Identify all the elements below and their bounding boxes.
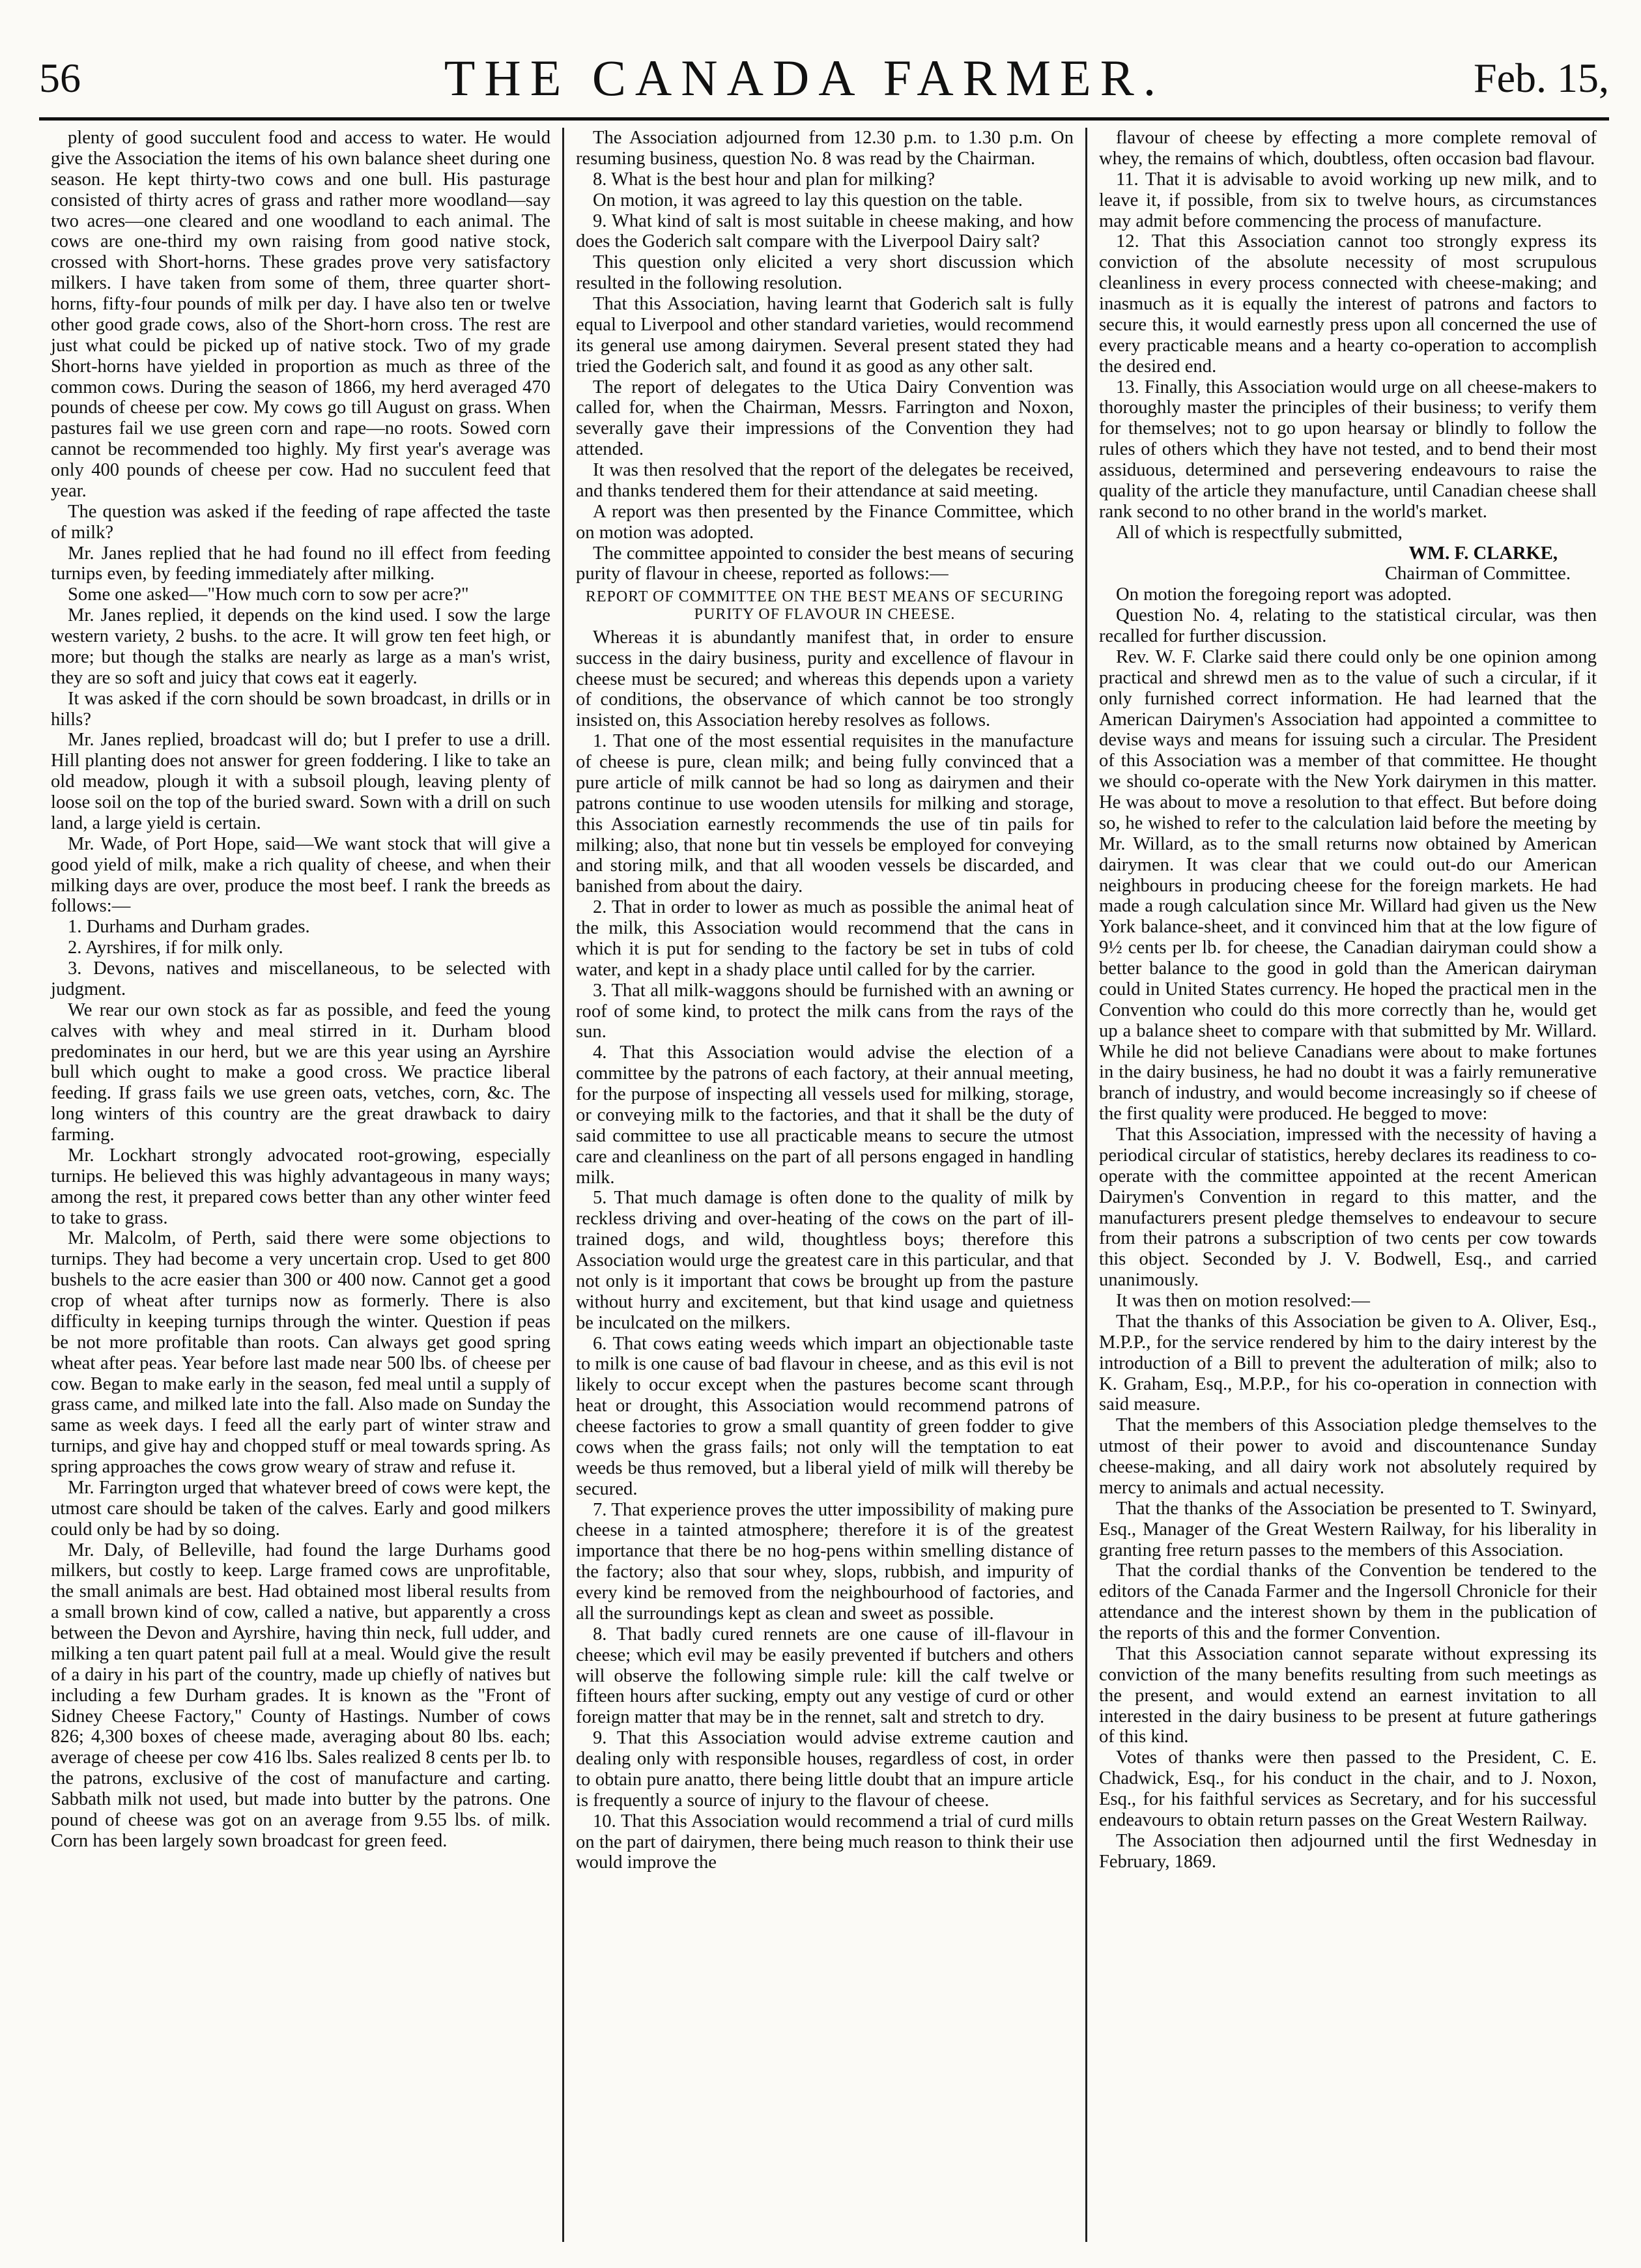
article-paragraph: 1. That one of the most essential requisites in the manufacture of cheese is pure, clean milk; and being fully convinced that a pure article of milk cannot be had so long as dairymen and their patrons continue to use wooden utensils for milking and storage, this Association earnestly recommends the use of tin pails for milking; also, that none but tin vessels be employed for conveying and storing milk, and that all wooden vessels be discarded, and banished from about the dairy. [576,731,1074,897]
article-paragraph: 12. That this Association cannot too strongly express its conviction of the absolute necessity of most scrupulous cleanliness in every process connected with cheese-making; and inasmuch as it is equally the interest of patrons and factors to secure this, it would earnestly press upon all concerned the use of every practicable means and a hearty co-operation to accomplish the desired end. [1099,231,1597,377]
article-paragraph: It was then resolved that the report of the delegates be received, and thanks tendered them for their attendance at said meeting. [576,460,1074,501]
article-paragraph: On motion, it was agreed to lay this question on the table. [593,190,1023,210]
article-paragraph: Whereas it is abundantly manifest that, in order to ensure success in the dairy business, purity and excellence of flavour in cheese must be secured; and whereas this depends upon a variety of conditions, the observance of which cannot be too strongly insisted on, this Association hereby resolves as follows. [576,627,1074,731]
article-paragraph: A report was then presented by the Finance Committee, which on motion was adopted. [576,501,1074,543]
article-paragraph: plenty of good succulent food and access to water. He would give the Association the items of his own balance sheet during one season. He kept thirty-two cows and one bull. His pasturage consisted of thirty acres of grass and rather more woodland—say two acres—one cleared and one woodland to each animal. The cows are one-third my own raising from good native stock, crossed with Short-horns. These grades prove very satisfactory milkers. I have taken from some of them, three quarter short-horns, fifty-four pounds of milk per day. I have also ten or twelve other good grade cows, also of the Short-horn cross. The rest are just what could be picked up of native stock. Two of my grade Short-horns have yielded in proportion as much as three of the common cows. During the season of 1866, my herd averaged 470 pounds of cheese per cow. My cows go till August on grass. When pastures fail we use green corn and rape—no roots. Sowed corn cannot be recommended too highly. My first year's average was only 400 pounds of cheese per cow. Had no succulent feed that year. [51,128,550,501]
article-paragraph: 9. What kind of salt is most suitable in cheese making, and how does the Goderich salt compare with the Liverpool Dairy salt? [576,210,1074,252]
article-paragraph: That this Association, impressed with the necessity of having a periodical circular of statistics, hereby declares its readiness to co-operate with the committee appointed at the recent American Dairymen's Convention in regard to this matter, and the manufacturers present pledge themselves to endeavour to secure from their patrons a subscription of two cents per cow towards this object. Seconded by J. V. Bodwell, Esq., and carried unanimously. [1099,1125,1597,1291]
article-paragraph: flavour of cheese by effecting a more complete removal of whey, the remains of which, doubtless, often occasion bad flavour. [1099,128,1597,169]
article-paragraph: That the thanks of this Association be given to A. Oliver, Esq., M.P.P., for the service rendered by him to the dairy interest by the introduction of a Bill to prevent the adulteration of milk; also to K. Graham, Esq., M.P.P., for his co-operation in connection with said measure. [1099,1311,1597,1415]
column-2 [562,128,1085,2242]
article-paragraph: 4. That this Association would advise the election of a committee by the patrons of each factory, at their annual meeting, for the purpose of inspecting all vessels used for milking, storage, or conveying milk to the factories, and that it shall be the duty of said committee to use all practicable means to secure the utmost care and cleanliness on the part of all persons engaged in handling milk. [576,1042,1074,1188]
article-paragraph: Question No. 4, relating to the statistical circular, was then recalled for further discussion. [1099,605,1597,646]
article-paragraph: 2. That in order to lower as much as possible the animal heat of the milk, this Association would recommend that the cans in which it is put for sending to the factory be set in tubs of cold water, and kept in a shady place until called for by the carrier. [576,897,1074,980]
article-paragraph: That the members of this Association pledge themselves to the utmost of their power to avoid and discountenance Sunday cheese-making, and all dairy work not absolutely required by mercy to animals and actual necessity. [1099,1415,1597,1498]
article-paragraph: 8. What is the best hour and plan for milking? [593,169,935,190]
article-paragraph: 3. That all milk-waggons should be furnished with an awning or roof of some kind, to protect the milk cans from the rays of the sun. [576,980,1074,1042]
page-header [39,39,1609,121]
article-paragraph: That this Association, having learnt that Goderich salt is fully equal to Liverpool and other standard varieties, would recommend its general use among dairymen. Several present stated they had tried the Goderich salt, and found it as good as any other salt. [576,294,1074,377]
article-paragraph: 11. That it is advisable to avoid working up new milk, and to leave it, if possible, from six to twelve hours, as circumstances may admit before commencing the process of manufacture. [1099,169,1597,231]
article-paragraph: The Association adjourned from 12.30 p.m. to 1.30 p.m. On resuming business, question No. 8 was read by the Chairman. [576,128,1074,169]
article-paragraph: That the thanks of the Association be presented to T. Swinyard, Esq., Manager of the Great Western Railway, for his liberality in granting free return passes to the members of this Association. [1099,1498,1597,1560]
signature-title: Chairman of Committee. [1384,564,1571,584]
article-paragraph: All of which is respectfully submitted, [1116,522,1403,543]
article-paragraph: 6. That cows eating weeds which impart an objectionable taste to milk is one cause of bad flavour in cheese, and as this evil is not likely to occur except when the pastures become scant through heat or drought, this Association would recommend patrons of cheese factories to grow a small quantity of green fodder to give cows when the grass fails; not only will the temptation to eat weeds be thus removed, but a liberal yield of milk will thereby be secured. [576,1333,1074,1499]
article-paragraph: It was then on motion resolved:— [1116,1291,1370,1311]
column-1 [39,128,562,2242]
article-paragraph: The report of delegates to the Utica Dairy Convention was called for, when the Chairman, Messrs. Farrington and Noxon, severally gave their impressions of the Convention they had attended. [576,377,1074,460]
article-paragraph: Mr. Daly, of Belleville, had found the large Durhams good milkers, but costly to keep. Large framed cows are unprofitable, the small animals are best. Had obtained most liberal results from a small brown kind of cow, called a native, but apparently a cross between the Devon and Ayrshire, having thin neck, full udder, and milking a ten quart patent pail full at a meal. Would give the result of a dairy in his part of the country, made up chiefly of natives but including a few Durham grades. It is known as the "Front of Sidney Cheese Factory," County of Hastings. Number of cows 826; 4,300 boxes of cheese made, averaging about 80 lbs. each; average of cheese per cow 416 lbs. Sales realized 8 cents per lb. to the patrons, exclusive of the cost of manufacture and carting. Sabbath milk not used, but made into butter by the patrons. One pound of cheese was got on an average from 9.55 lbs. of milk. Corn has been largely sown broadcast for green feed. [51,1540,550,1851]
article-paragraph: Mr. Janes replied, broadcast will do; but I prefer to use a drill. Hill planting does not answer for green foddering. I like to take an old meadow, plough it with a subsoil plough, leaving plenty of loose soil on the top of the buried sward. Sown with a drill on such land, a large yield is certain. [51,730,550,833]
report-heading: REPORT OF COMMITTEE ON THE BEST MEANS OF SECURING PURITY OF FLAVOUR IN CHEESE. [585,588,1064,623]
signature-name: WM. F. CLARKE, [1408,543,1558,564]
article-paragraph: It was asked if the corn should be sown broadcast, in drills or in hills? [51,688,550,730]
article-paragraph: Mr. Malcolm, of Perth, said there were some objections to turnips. They had become a very uncertain crop. Used to get 800 bushels to the acre easier than 300 or 400 now. Cannot get a good crop of wheat after turnips now as formerly. There is also difficulty in keeping turnips through the winter. Question if peas be not more profitable than roots. Can always get good spring wheat after peas. Year before last made near 500 lbs. of cheese per cow. Began to make early in the season, fed meal until a supply of grass came, and milked late into the fall. Also made on Sunday the same as week days. I feed all the early part of winter straw and turnips, and give hay and chopped stuff or meal towards spring. As spring approaches the cows grow weary of straw and refuse it. [51,1228,550,1477]
article-paragraph: On motion the foregoing report was adopted. [1116,584,1452,605]
article-paragraph: Votes of thanks were then passed to the President, C. E. Chadwick, Esq., for his conduct in the chair, and to J. Noxon, Esq., for his faithful services as Secretary, and for his successful endeavours to obtain return passes on the Great Western Railway. [1099,1747,1597,1830]
article-paragraph: Mr. Wade, of Port Hope, said—We want stock that will give a good yield of milk, make a rich quality of cheese, and when their milking days are over, produce the most beef. I rank the breeds as follows:— [51,833,550,917]
article-paragraph: The question was asked if the feeding of rape affected the taste of milk? [51,501,550,543]
text-columns [39,128,1609,2242]
article-paragraph: The Association then adjourned until the first Wednesday in February, 1869. [1099,1830,1597,1872]
article-paragraph: 5. That much damage is often done to the quality of milk by reckless driving and over-heating of the cows on the part of ill-trained dogs, and wild, thoughtless boys; therefore this Association would urge the greatest care in this particular, and that not only is it important that cows be brought up from the pasture without hurry and excitement, but that kind usage and quietness be inculcated on the milkers. [576,1188,1074,1333]
page-number: 56 [39,55,81,101]
article-paragraph: 8. That badly cured rennets are one cause of ill-flavour in cheese; which evil may be easily prevented if butchers and others will observe the following simple rule: kill the calf twelve or fifteen hours after sucking, empty out any vestige of curd or other foreign matter that may be in the rennet, salt and stretch to dry. [576,1624,1074,1728]
article-paragraph: 2. Ayrshires, if for milk only. [68,938,283,958]
masthead-title: THE CANADA FARMER. [444,50,1165,106]
article-paragraph: Mr. Janes replied, it depends on the kind used. I sow the large western variety, 2 bushs. to the acre. It will grow ten feet high, or more; but though the stalks are nearly as large as a man's wrist, they are so soft and juicy that cows eat it eagerly. [51,605,550,688]
article-paragraph: 9. That this Association would advise extreme caution and dealing only with responsible houses, regardless of cost, in order to obtain pure anatto, there being little doubt that an impure article is frequently a source of injury to the flavour of cheese. [576,1728,1074,1811]
article-paragraph: 7. That experience proves the utter impossibility of making pure cheese in a tainted atmosphere; therefore it is of the greatest importance that there be no hog-pens within smelling distance of the factory; also that sour whey, slops, rubbish, and impurity of every kind be removed from the neighbourhood of factories, and all the surroundings kept as clean and sweet as possible. [576,1499,1074,1624]
article-paragraph: Mr. Janes replied that he had found no ill effect from feeding turnips even, by feeding immediately after milking. [51,543,550,584]
article-paragraph: That the cordial thanks of the Convention be tendered to the editors of the Canada Farmer and the Ingersoll Chronicle for their attendance and the interest shown by them in the publication of the reports of this and the former Convention. [1099,1560,1597,1643]
article-paragraph: The committee appointed to consider the best means of securing purity of flavour in cheese, reported as follows:— [576,543,1074,584]
issue-date: Feb. 15, [1474,55,1609,101]
article-paragraph: Mr. Farrington urged that whatever breed of cows were kept, the utmost care should be taken of the calves. Early and good milkers could only be had by so doing. [51,1477,550,1540]
article-paragraph: We rear our own stock as far as possible, and feed the young calves with whey and meal stirred in it. Durham blood predominates in our herd, but we are this year using an Ayrshire bull which ought to make a good cross. We practice liberal feeding. If grass fails we use green oats, vetches, corn, &c. The long winters of this country are the great drawback to dairy farming. [51,999,550,1145]
article-paragraph: That this Association cannot separate without expressing its conviction of the many benefits resulting from such meetings as the present, and would extend an earnest invitation to all interested in the dairy business to be present at future gatherings of this kind. [1099,1643,1597,1747]
article-paragraph: 1. Durhams and Durham grades. [68,917,310,938]
article-paragraph: Rev. W. F. Clarke said there could only be one opinion among practical and shrewd men as to the value of such a circular, if it only furnished correct information. He had learned that the American Dairymen's Association had appointed a committee to devise ways and means for issuing such a circular. The President of this Association was a member of that committee. He thought we should co-operate with the New York dairymen in this matter. He was about to move a resolution to that effect. But before doing so, he wished to refer to the calculation laid before the meeting by Mr. Willard, as to the small returns now obtained by American dairymen. It was clear that we could out-do our American neighbours in producing cheese for the foreign markets. He had made a rough calculation since Mr. Willard had given us the New York balance-sheet, and it convinced him that at the low figure of 9½ cents per lb. for cheese, the Canadian dairyman could show a better balance to the good in gold than the American dairyman could in United States currency. He hoped the practical men in the Convention who could do this more correctly than he, would get up a balance sheet to compare with that submitted by Mr. Willard. While he did not believe Canadians were about to make fortunes in the dairy business, he had no doubt it was a fairly remunerative branch of industry, and would become increasingly so if cheese of the first quality were produced. He begged to move: [1099,646,1597,1125]
article-paragraph: 13. Finally, this Association would urge on all cheese-makers to thoroughly master the principles of their business; to verify them for themselves; not to go upon hearsay or blindly to follow the rules of others which they have not tested, and to bend their most assiduous, determined and persevering endeavours to raise the quality of the article they manufacture, until Canadian cheese shall rank second to no other brand in the world's market. [1099,377,1597,522]
article-paragraph: 10. That this Association would recommend a trial of curd mills on the part of dairymen, there being much reason to think their use would improve the [576,1811,1074,1873]
column-3 [1085,128,1608,2242]
article-paragraph: This question only elicited a very short discussion which resulted in the following resolution. [576,252,1074,294]
article-paragraph: Some one asked—"How much corn to sow per acre?" [68,584,469,605]
article-paragraph: Mr. Lockhart strongly advocated root-growing, especially turnips. He believed this was highly advantageous in many ways; among the rest, it prepared cows better than any other winter feed to take to grass. [51,1145,550,1228]
article-paragraph: 3. Devons, natives and miscellaneous, to be selected with judgment. [51,958,550,999]
